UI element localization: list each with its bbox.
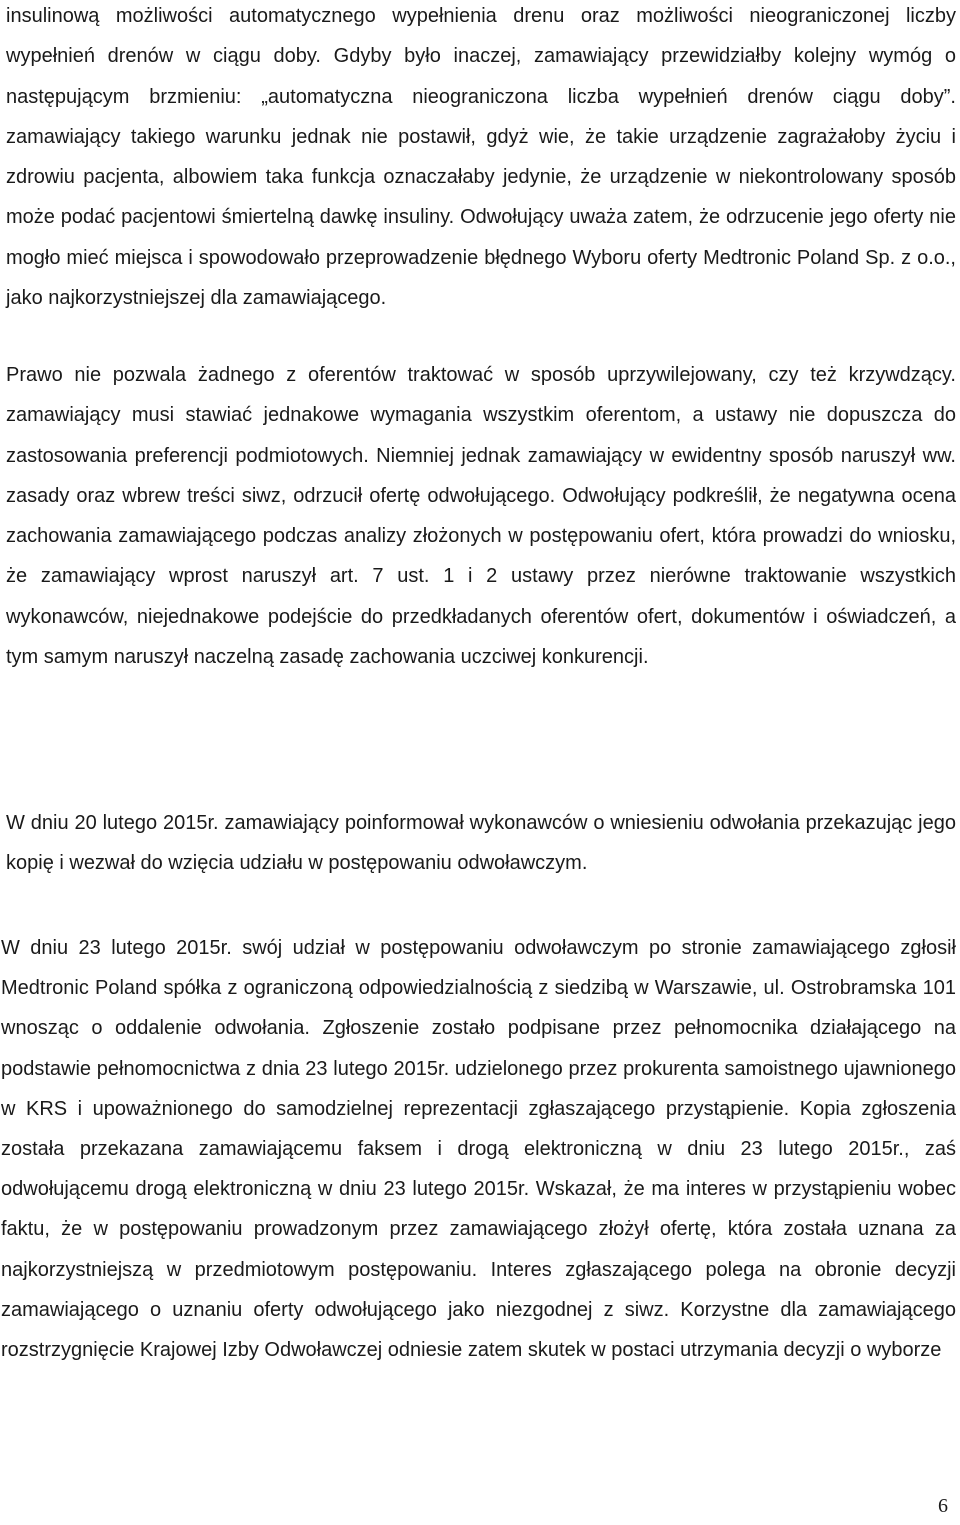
paragraph-notification: W dniu 20 lutego 2015r. zamawiający poinformował wykonawców o wniesieniu odwołania przekazując jego kopię i wezwał do wzięcia udziału w postępowaniu odwoławczym. bbox=[6, 812, 956, 874]
page-number: 6 bbox=[938, 1495, 948, 1517]
paragraph-continuation: insulinową możliwości automatycznego wypełnienia drenu oraz możliwości nieograniczonej liczby wypełnień drenów w ciągu doby. Gdyby było inaczej, zamawiający przewidziałby kolejny wymóg o następującym brzmieniu: „automatyczna nieograniczona liczba wypełnień drenów ciągu doby”. zamawiający takiego warunku jednak nie postawił, gdyż wie, że takie urządzenie zagrażałoby życiu i zdrowiu pacjenta, albowiem taka funkcja oznaczałaby jedynie, że urządzenie w niekontrolowany sposób może podać pacjentowi śmiertelną dawkę insuliny. Odwołujący uważa zatem, że odrzucenie jego oferty nie mogło mieć miejsca i spowodowało przeprowadzenie błędnego Wyboru oferty Medtronic Poland Sp. z o.o., jako najkorzystniejszej dla zamawiającego. bbox=[6, 5, 956, 310]
paragraph-equal-treatment: Prawo nie pozwala żadnego z oferentów traktować w sposób uprzywilejowany, czy też krzywdzący. zamawiający musi stawiać jednakowe wymagania wszystkim oferentom, a ustawy nie dopuszcza do zastosowania preferencji podmiotowych. Niemniej jednak zamawiający w ewidentny sposób naruszył ww. zasady oraz wbrew treści siwz, odrzucił ofertę odwołującego. Odwołujący podkreślił, że negatywna ocena zachowania zamawiającego podczas analizy złożonych w postępowaniu ofert, która prowadzi do wniosku, że zamawiający wprost naruszył art. 7 ust. 1 i 2 ustawy przez nierówne traktowanie wszystkich wykonawców, niejednakowe podejście do przedkładanych oferentów ofert, dokumentów i oświadczeń, a tym samym naruszył naczelną zasadę zachowania uczciwej konkurencji. bbox=[6, 364, 956, 669]
paragraph-intervention: W dniu 23 lutego 2015r. swój udział w postępowaniu odwoławczym po stronie zamawiającego zgłosił Medtronic Poland spółka z ograniczoną odpowiedzialnością z siedzibą w Warszawie, ul. Ostrobramska 101 wnosząc o oddalenie odwołania. Zgłoszenie zostało podpisane przez pełnomocnika działającego na podstawie pełnomocnictwa z dnia 23 lutego 2015r. udzielonego przez prokurenta samoistnego ujawnionego w KRS i upoważnionego do samodzielnej reprezentacji zgłaszającego przystąpienie. Kopia zgłoszenia została przekazana zamawiającemu faksem i drogą elektroniczną w dniu 23 lutego 2015r., zaś odwołującemu drogą elektroniczną w dniu 23 lutego 2015r. Wskazał, że ma interes w przystąpieniu wobec faktu, że w postępowaniu prowadzonym przez zamawiającego złożył ofertę, która została uznana za najkorzystniejszą w przedmiotowym postępowaniu. Interes zgłaszającego polega na obronie decyzji zamawiającego o uznaniu oferty odwołującego jako niezgodnej z siwz. Korzystne dla zamawiającego rozstrzygnięcie Krajowej Izby Odwoławczej odniesie zatem skutek w postaci utrzymania decyzji o wyborze bbox=[1, 937, 956, 1362]
